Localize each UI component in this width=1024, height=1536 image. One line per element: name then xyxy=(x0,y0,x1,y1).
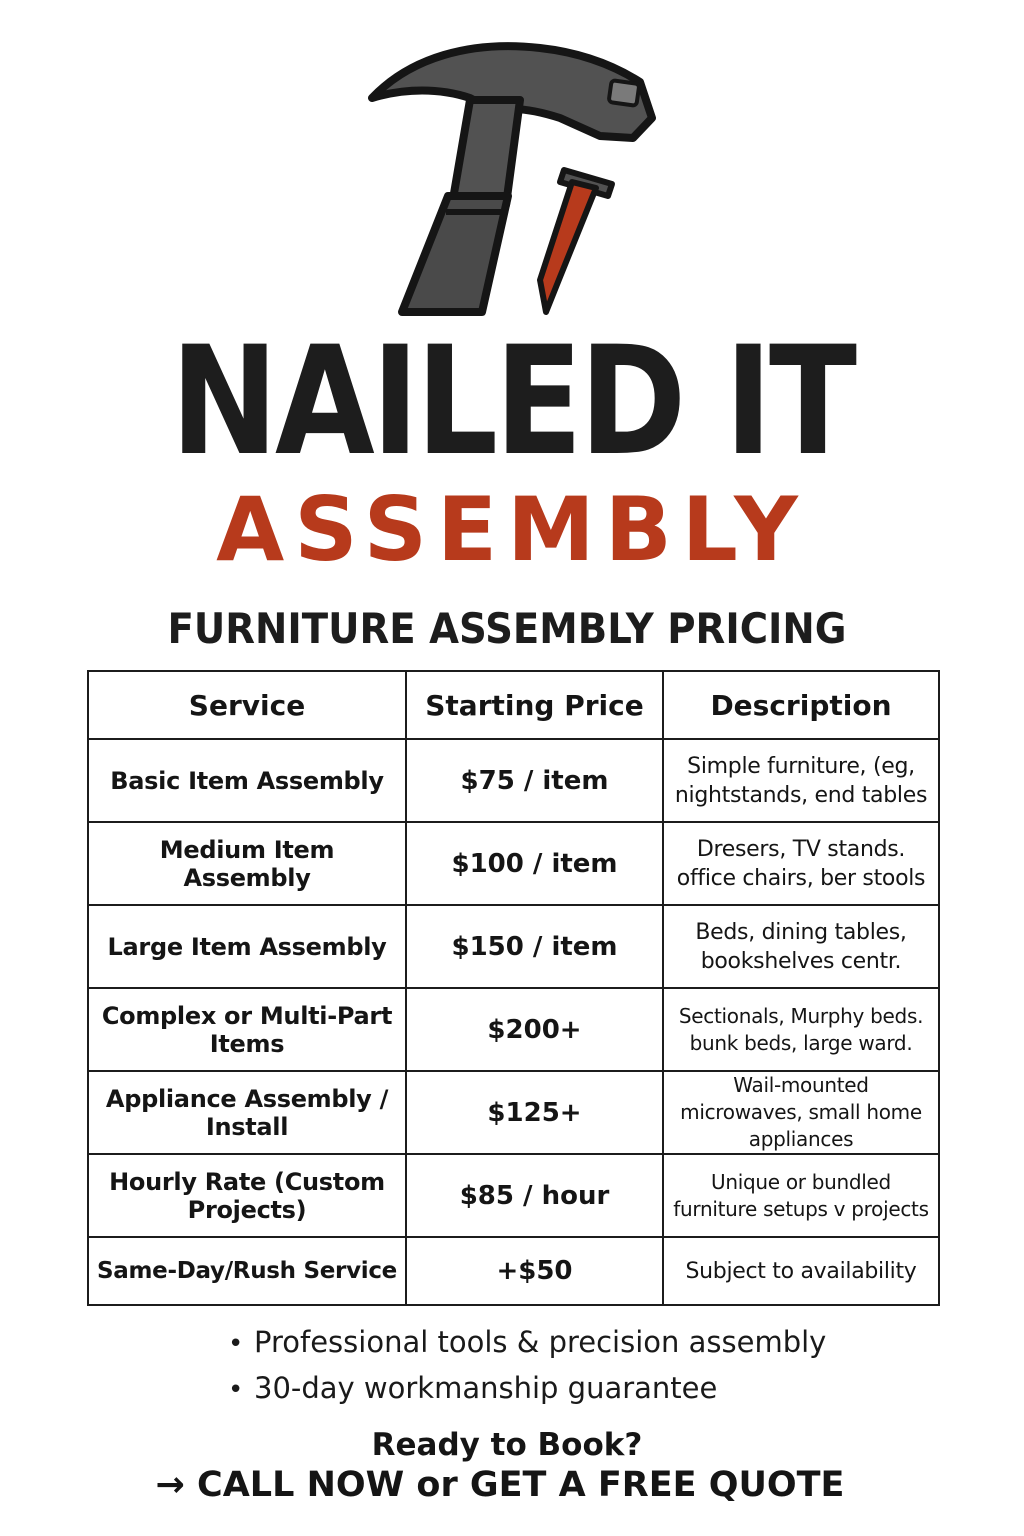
feature-text: 30-day workmanship guarantee xyxy=(254,1371,718,1405)
table-row xyxy=(88,905,939,988)
price-cell: $85 / hour xyxy=(406,1154,663,1237)
feature-list xyxy=(228,1320,826,1412)
price-cell: $200+ xyxy=(406,988,663,1071)
hammer-and-nail-icon xyxy=(0,0,1024,330)
brand-title: NAILED IT xyxy=(170,315,854,489)
table-row xyxy=(88,1237,939,1305)
service-cell: Appliance Assembly / Install xyxy=(88,1071,406,1154)
table-row xyxy=(88,739,939,822)
description-cell: Sectionals, Murphy beds. bunk beds, large ward. xyxy=(663,988,939,1071)
column-header-service: Service xyxy=(88,671,406,739)
description-cell: Wail-mounted microwaves, small home appliances xyxy=(663,1071,939,1154)
service-cell: Same-Day/Rush Service xyxy=(88,1237,406,1305)
description-cell: Unique or bundled furniture setups v projects xyxy=(663,1154,939,1237)
price-cell: $125+ xyxy=(406,1071,663,1154)
list-item xyxy=(228,1366,826,1412)
description-cell: Subject to availability xyxy=(663,1237,939,1305)
description-cell: Simple furniture, (eg, nightstands, end tables xyxy=(663,739,939,822)
column-header-price: Starting Price xyxy=(406,671,663,739)
price-cell: $100 / item xyxy=(406,822,663,905)
service-cell: Complex or Multi-Part Items xyxy=(88,988,406,1071)
table-header-row xyxy=(88,671,939,739)
service-cell: Large Item Assembly xyxy=(88,905,406,988)
table-row xyxy=(88,1154,939,1237)
table-row xyxy=(88,822,939,905)
description-cell: Beds, dining tables, bookshelves centr. xyxy=(663,905,939,988)
pricing-heading: FURNITURE ASSEMBLY PRICING xyxy=(167,604,847,653)
cta-call-now[interactable]: → CALL NOW or GET A FREE QUOTE xyxy=(155,1465,845,1505)
price-cell: +$50 xyxy=(406,1237,663,1305)
logo xyxy=(0,0,1024,330)
service-cell: Hourly Rate (Custom Projects) xyxy=(88,1154,406,1237)
table-row xyxy=(88,1071,939,1154)
pricing-table xyxy=(87,670,940,1306)
table-row xyxy=(88,988,939,1071)
cta-question: Ready to Book? xyxy=(371,1427,643,1463)
price-cell: $150 / item xyxy=(406,905,663,988)
list-item xyxy=(228,1320,826,1366)
service-cell: Medium Item Assembly xyxy=(88,822,406,905)
brand-subtitle: ASSEMBLY xyxy=(216,478,808,581)
bullet-icon: • xyxy=(228,1329,244,1359)
service-cell: Basic Item Assembly xyxy=(88,739,406,822)
feature-text: Professional tools & precision assembly xyxy=(254,1325,827,1359)
description-cell: Dresers, TV stands. office chairs, ber stools xyxy=(663,822,939,905)
column-header-description: Description xyxy=(663,671,939,739)
price-cell: $75 / item xyxy=(406,739,663,822)
bullet-icon: • xyxy=(228,1375,244,1405)
